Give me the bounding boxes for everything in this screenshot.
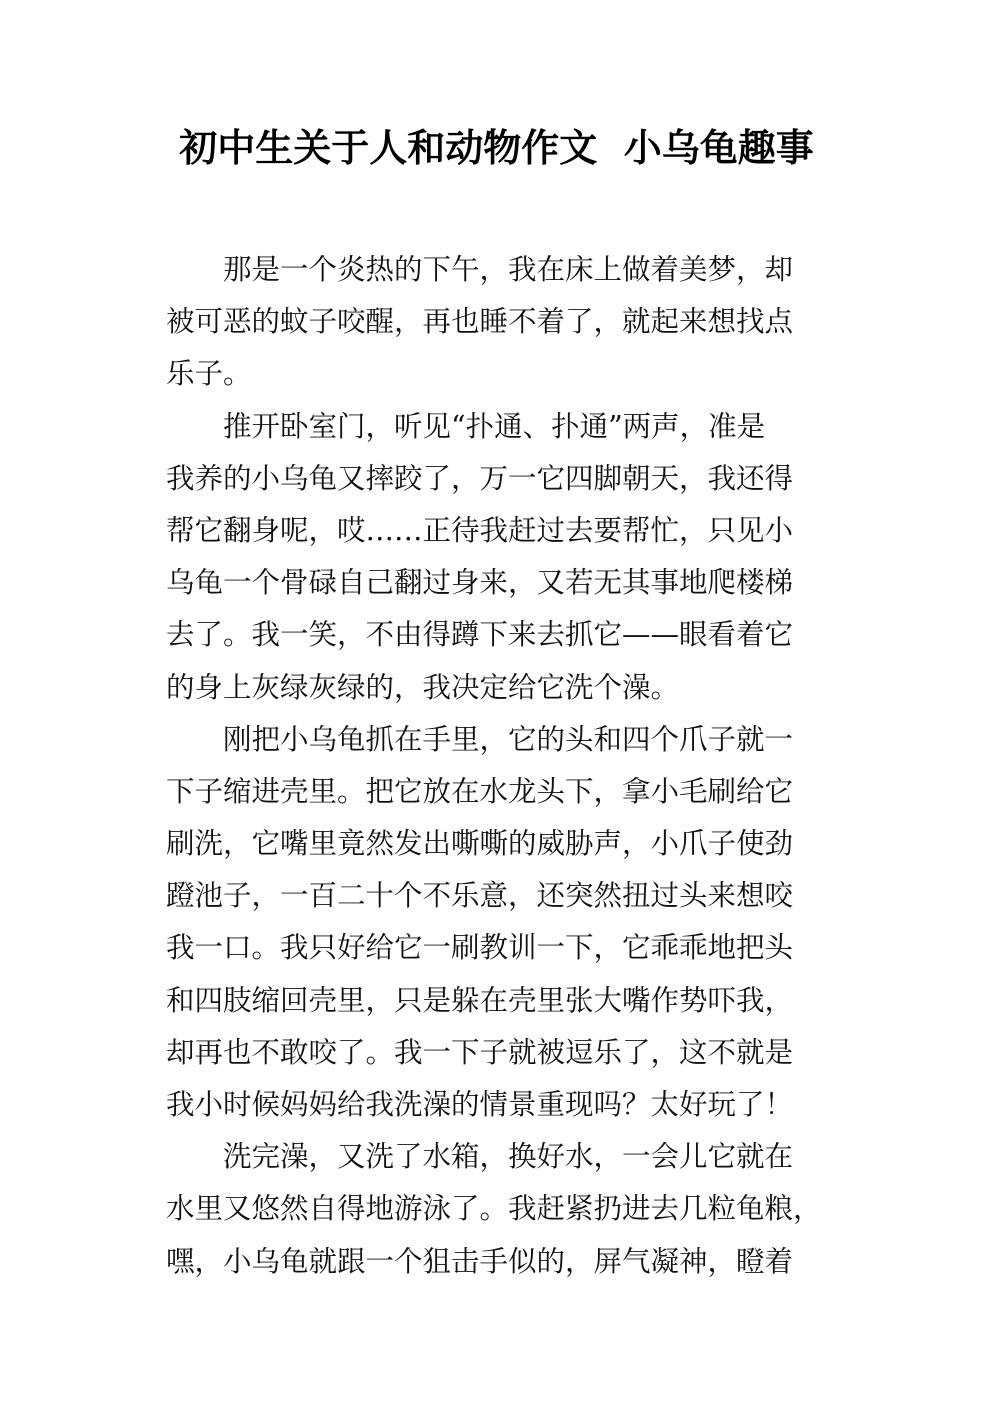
text-line: 推开卧室门，听见“扑通、扑通”两声，准是	[223, 409, 766, 443]
text-line: 洗完澡，又洗了水箱，换好水，一会儿它就在	[223, 1140, 794, 1174]
text-line: 蹬池子，一百二十个不乐意，还突然扭过头来想咬	[166, 879, 794, 913]
text-line: 我养的小乌龟又摔跤了，万一它四脚朝天，我还得	[166, 461, 794, 495]
paragraph-2	[166, 401, 846, 714]
text-line: 乌龟一个骨碌自己翻过身来，又若无其事地爬楼梯	[166, 566, 794, 600]
text-line: 乐子。	[166, 357, 252, 391]
document-title: 初中生关于人和动物作文 小乌龟趣事	[179, 126, 814, 170]
text-line: 却再也不敢咬了。我一下子就被逗乐了，这不就是	[166, 1035, 794, 1069]
paragraph-3	[166, 714, 846, 1132]
text-line: 我一口。我只好给它一刷教训一下，它乖乖地把头	[166, 931, 794, 965]
text-line: 下子缩进壳里。把它放在水龙头下，拿小毛刷给它	[166, 774, 794, 808]
text-line: 刚把小乌龟抓在手里，它的头和四个爪子就一	[223, 722, 794, 756]
document-body	[166, 244, 846, 1288]
text-line: 和四肢缩回壳里，只是躲在壳里张大嘴作势吓我，	[166, 983, 794, 1017]
text-line: 嘿，小乌龟就跟一个狙击手似的，屏气凝神，瞪着	[166, 1244, 794, 1278]
paragraph-4	[166, 1131, 846, 1288]
text-line: 刷洗，它嘴里竟然发出嘶嘶的威胁声，小爪子使劲	[166, 827, 794, 861]
text-line: 被可恶的蚊子咬醒，再也睡不着了，就起来想找点	[166, 305, 794, 339]
text-line: 去了。我一笑，不由得蹲下来去抓它——眼看着它	[166, 618, 794, 652]
text-line: 我小时候妈妈给我洗澡的情景重现吗？太好玩了！	[166, 1088, 794, 1121]
text-line: 的身上灰绿灰绿的，我决定给它洗个澡。	[166, 670, 680, 704]
text-line: 帮它翻身呢，哎……正待我赶过去要帮忙，只见小	[166, 513, 794, 547]
text-line: 水里又悠然自得地游泳了。我赶紧扔进去几粒龟粮，	[166, 1192, 822, 1226]
paragraph-1	[166, 244, 846, 401]
text-line: 那是一个炎热的下午，我在床上做着美梦，却	[223, 253, 794, 286]
